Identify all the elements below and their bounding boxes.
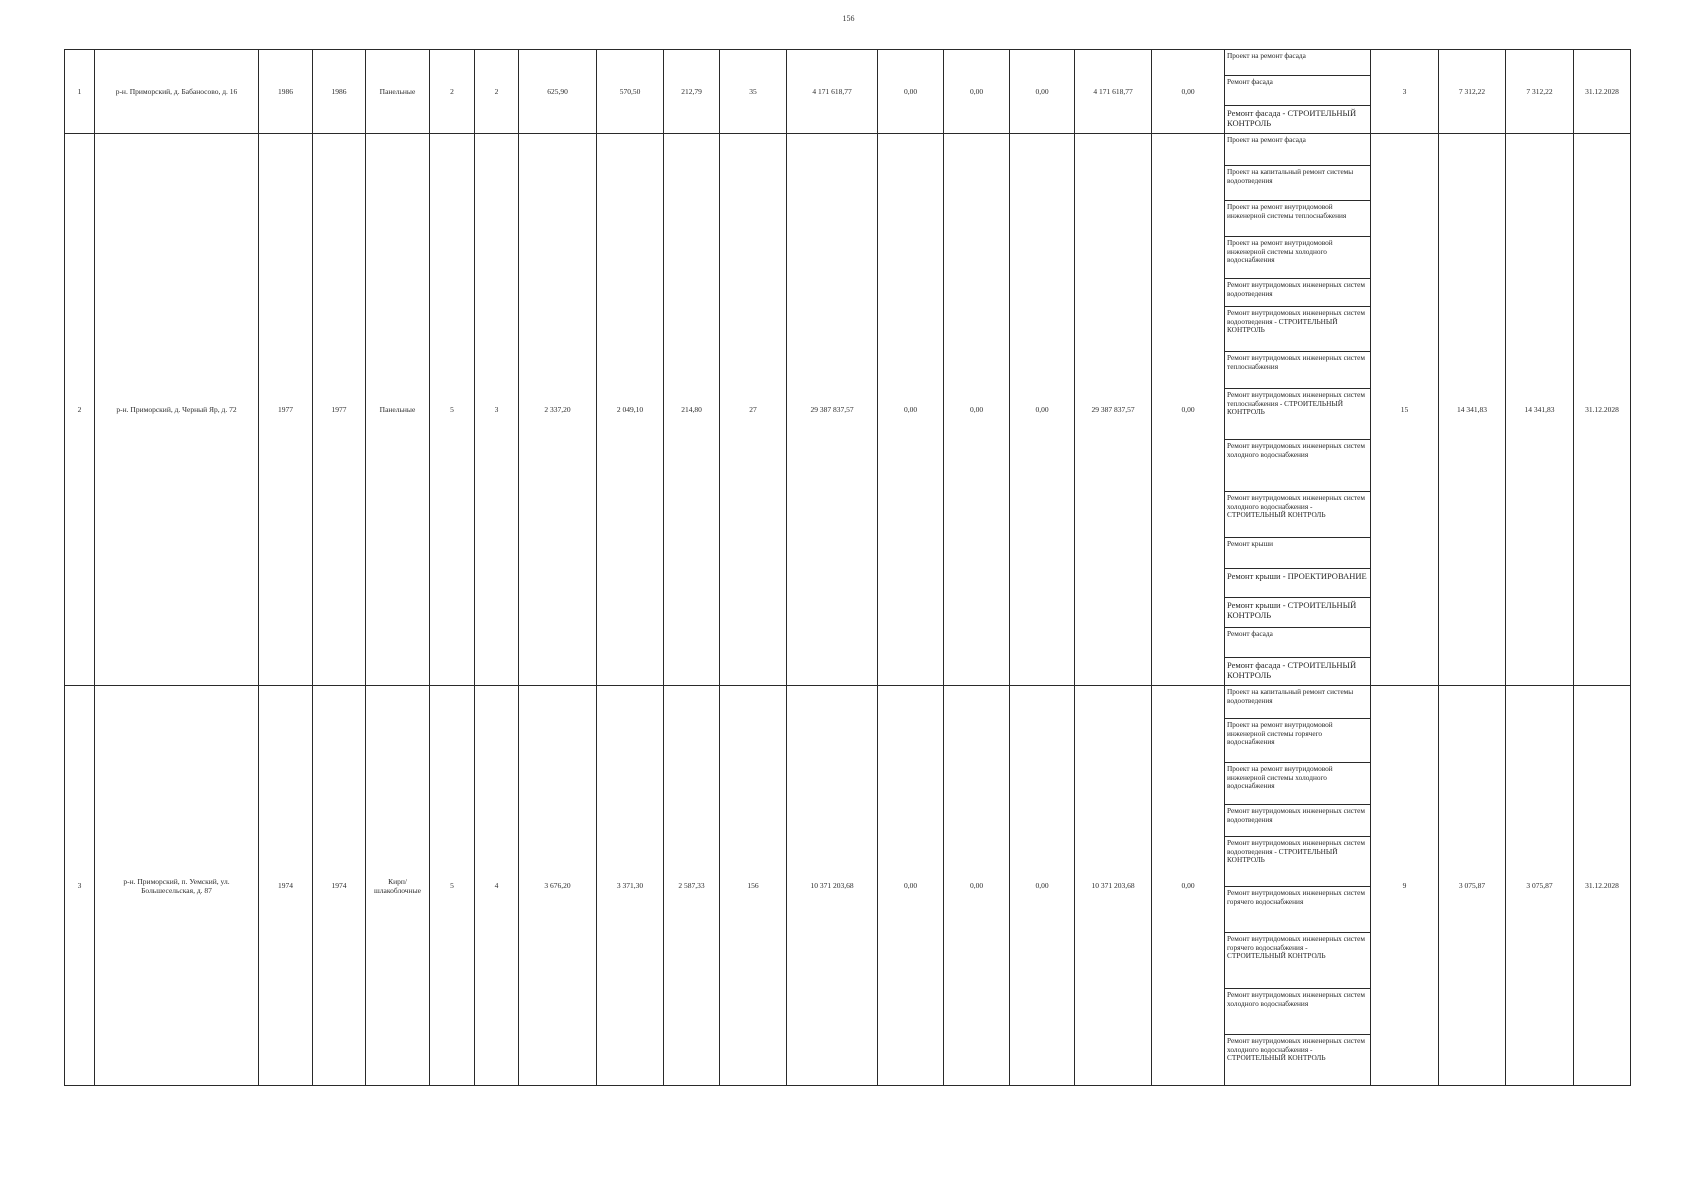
work-type-cell xyxy=(1225,933,1371,989)
fund-3-cell: 0,00 xyxy=(1010,50,1075,134)
work-type-label: Ремонт фасада xyxy=(1227,629,1273,638)
work-type-cell xyxy=(1225,569,1371,598)
fund-other-cell: 0,00 xyxy=(1152,686,1225,1086)
work-type-cell xyxy=(1225,538,1371,569)
area-residential-cell: 3 371,30 xyxy=(597,686,664,1086)
work-type-cell xyxy=(1225,658,1371,686)
fund-other-cell: 0,00 xyxy=(1152,134,1225,686)
work-type-cell xyxy=(1225,201,1371,237)
work-type-cell xyxy=(1225,237,1371,279)
row-number: 2 xyxy=(65,134,95,686)
address-cell: р-н. Приморский, д. Бабаносово, д. 16 xyxy=(95,50,259,134)
wall-material-cell: Панельные xyxy=(366,50,430,134)
work-type-label: Ремонт внутридомовых инженерных систем водоотведения xyxy=(1227,280,1366,298)
fund-3-cell: 0,00 xyxy=(1010,686,1075,1086)
floors-cell: 5 xyxy=(430,686,475,1086)
fund-other-cell: 0,00 xyxy=(1152,50,1225,134)
work-type-label: Ремонт внутридомовых инженерных систем водоотведения - СТРОИТЕЛЬНЫЙ КОНТРОЛЬ xyxy=(1227,308,1366,335)
work-type-label: Ремонт крыши - СТРОИТЕЛЬНЫЙ КОНТРОЛЬ xyxy=(1227,600,1357,621)
work-type-cell xyxy=(1225,887,1371,933)
fund-1-cell: 0,00 xyxy=(878,686,944,1086)
year-built-cell: 1974 xyxy=(259,686,313,1086)
address-cell: р-н. Приморский, п. Уемский, ул. Большесельская, д. 87 xyxy=(95,686,259,1086)
work-type-cell xyxy=(1225,352,1371,389)
cost-limit-per-m2-cell: 3 075,87 xyxy=(1506,686,1574,1086)
fund-3-cell: 0,00 xyxy=(1010,134,1075,686)
cost-per-m2-cell: 7 312,22 xyxy=(1439,50,1506,134)
work-type-label: Ремонт крыши xyxy=(1227,539,1274,548)
deadline-cell: 31.12.2028 xyxy=(1574,50,1631,134)
wall-material-cell: Кирп/ шлакоблочные xyxy=(366,686,430,1086)
work-type-cell xyxy=(1225,307,1371,352)
table-row xyxy=(65,50,1631,76)
work-type-cell xyxy=(1225,134,1371,166)
work-count-cell: 15 xyxy=(1371,134,1439,686)
year-commissioned-cell: 1986 xyxy=(313,50,366,134)
work-type-label: Проект на капитальный ремонт системы водоотведения xyxy=(1227,167,1354,185)
fund-2-cell: 0,00 xyxy=(944,134,1010,686)
work-type-cell xyxy=(1225,389,1371,440)
work-type-label: Ремонт внутридомовых инженерных систем водоотведения xyxy=(1227,806,1366,824)
work-type-cell xyxy=(1225,805,1371,837)
work-type-label: Ремонт фасада - СТРОИТЕЛЬНЫЙ КОНТРОЛЬ xyxy=(1227,660,1357,681)
work-type-label: Проект на ремонт внутридомовой инженерной системы теплоснабжения xyxy=(1227,202,1347,220)
table-body xyxy=(65,50,1631,1086)
page-number: 156 xyxy=(842,14,855,23)
entrances-cell: 2 xyxy=(475,50,519,134)
residents-cell: 156 xyxy=(720,686,787,1086)
work-type-label: Ремонт внутридомовых инженерных систем горячего водоснабжения - СТРОИТЕЛЬНЫЙ КОНТРОЛЬ xyxy=(1227,934,1366,961)
work-type-label: Ремонт крыши - ПРОЕКТИРОВАНИЕ xyxy=(1227,571,1367,581)
deadline-cell: 31.12.2028 xyxy=(1574,686,1631,1086)
work-type-label: Ремонт внутридомовых инженерных систем водоотведения - СТРОИТЕЛЬНЫЙ КОНТРОЛЬ xyxy=(1227,838,1366,865)
floors-cell: 2 xyxy=(430,50,475,134)
work-type-label: Проект на ремонт внутридомовой инженерной системы холодного водоснабжения xyxy=(1227,238,1333,265)
work-type-label: Ремонт фасада - СТРОИТЕЛЬНЫЙ КОНТРОЛЬ xyxy=(1227,108,1357,129)
fund-2-cell: 0,00 xyxy=(944,686,1010,1086)
area-non-residential-cell: 2 587,33 xyxy=(664,686,720,1086)
area-total-cell: 3 676,20 xyxy=(519,686,597,1086)
work-type-cell xyxy=(1225,686,1371,719)
cost-per-m2-cell: 3 075,87 xyxy=(1439,686,1506,1086)
cost-total-cell: 10 371 203,68 xyxy=(787,686,878,1086)
floors-cell: 5 xyxy=(430,134,475,686)
repair-program-table xyxy=(64,49,1631,1086)
work-type-label: Ремонт внутридомовых инженерных систем холодного водоснабжения - СТРОИТЕЛЬНЫЙ КОНТРОЛЬ xyxy=(1227,493,1366,520)
year-built-cell: 1986 xyxy=(259,50,313,134)
cost-total-cell: 29 387 837,57 xyxy=(787,134,878,686)
area-non-residential-cell: 214,80 xyxy=(664,134,720,686)
work-type-label: Проект на ремонт фасада xyxy=(1227,135,1306,144)
cost-limit-per-m2-cell: 7 312,22 xyxy=(1506,50,1574,134)
table-row xyxy=(65,686,1631,719)
year-commissioned-cell: 1974 xyxy=(313,686,366,1086)
entrances-cell: 4 xyxy=(475,686,519,1086)
work-type-label: Проект на капитальный ремонт системы водоотведения xyxy=(1227,687,1354,705)
area-residential-cell: 2 049,10 xyxy=(597,134,664,686)
work-type-label: Проект на ремонт внутридомовой инженерной системы горячего водоснабжения xyxy=(1227,720,1333,747)
area-non-residential-cell: 212,79 xyxy=(664,50,720,134)
fund-owners-cell: 4 171 618,77 xyxy=(1075,50,1152,134)
table-row xyxy=(65,134,1631,166)
work-type-label: Ремонт внутридомовых инженерных систем холодного водоснабжения xyxy=(1227,441,1366,459)
wall-material-cell: Панельные xyxy=(366,134,430,686)
fund-owners-cell: 10 371 203,68 xyxy=(1075,686,1152,1086)
work-type-cell xyxy=(1225,598,1371,628)
fund-1-cell: 0,00 xyxy=(878,134,944,686)
residents-cell: 35 xyxy=(720,50,787,134)
work-type-label: Ремонт внутридомовых инженерных систем холодного водоснабжения xyxy=(1227,990,1366,1008)
area-total-cell: 625,90 xyxy=(519,50,597,134)
work-type-cell xyxy=(1225,628,1371,658)
work-type-cell xyxy=(1225,106,1371,134)
cost-limit-per-m2-cell: 14 341,83 xyxy=(1506,134,1574,686)
work-type-label: Ремонт фасада xyxy=(1227,77,1273,86)
work-type-cell xyxy=(1225,279,1371,307)
work-type-cell xyxy=(1225,440,1371,492)
work-type-cell xyxy=(1225,76,1371,106)
residents-cell: 27 xyxy=(720,134,787,686)
area-residential-cell: 570,50 xyxy=(597,50,664,134)
work-type-label: Ремонт внутридомовых инженерных систем теплоснабжения xyxy=(1227,353,1366,371)
fund-owners-cell: 29 387 837,57 xyxy=(1075,134,1152,686)
year-commissioned-cell: 1977 xyxy=(313,134,366,686)
work-type-label: Ремонт внутридомовых инженерных систем горячего водоснабжения xyxy=(1227,888,1366,906)
work-type-cell xyxy=(1225,50,1371,76)
work-count-cell: 9 xyxy=(1371,686,1439,1086)
work-type-label: Ремонт внутридомовых инженерных систем теплоснабжения - СТРОИТЕЛЬНЫЙ КОНТРОЛЬ xyxy=(1227,390,1366,417)
cost-total-cell: 4 171 618,77 xyxy=(787,50,878,134)
work-type-cell xyxy=(1225,719,1371,763)
work-type-cell xyxy=(1225,989,1371,1035)
work-type-cell xyxy=(1225,492,1371,538)
deadline-cell: 31.12.2028 xyxy=(1574,134,1631,686)
entrances-cell: 3 xyxy=(475,134,519,686)
row-number: 3 xyxy=(65,686,95,1086)
work-type-cell xyxy=(1225,763,1371,805)
fund-1-cell: 0,00 xyxy=(878,50,944,134)
cost-per-m2-cell: 14 341,83 xyxy=(1439,134,1506,686)
year-built-cell: 1977 xyxy=(259,134,313,686)
work-count-cell: 3 xyxy=(1371,50,1439,134)
work-type-label: Проект на ремонт внутридомовой инженерной системы холодного водоснабжения xyxy=(1227,764,1333,791)
work-type-label: Проект на ремонт фасада xyxy=(1227,51,1306,60)
address-cell: р-н. Приморский, д. Черный Яр, д. 72 xyxy=(95,134,259,686)
work-type-cell xyxy=(1225,1035,1371,1086)
work-type-label: Ремонт внутридомовых инженерных систем холодного водоснабжения - СТРОИТЕЛЬНЫЙ КОНТРОЛЬ xyxy=(1227,1036,1366,1063)
work-type-cell xyxy=(1225,837,1371,887)
work-type-cell xyxy=(1225,166,1371,201)
row-number: 1 xyxy=(65,50,95,134)
area-total-cell: 2 337,20 xyxy=(519,134,597,686)
fund-2-cell: 0,00 xyxy=(944,50,1010,134)
